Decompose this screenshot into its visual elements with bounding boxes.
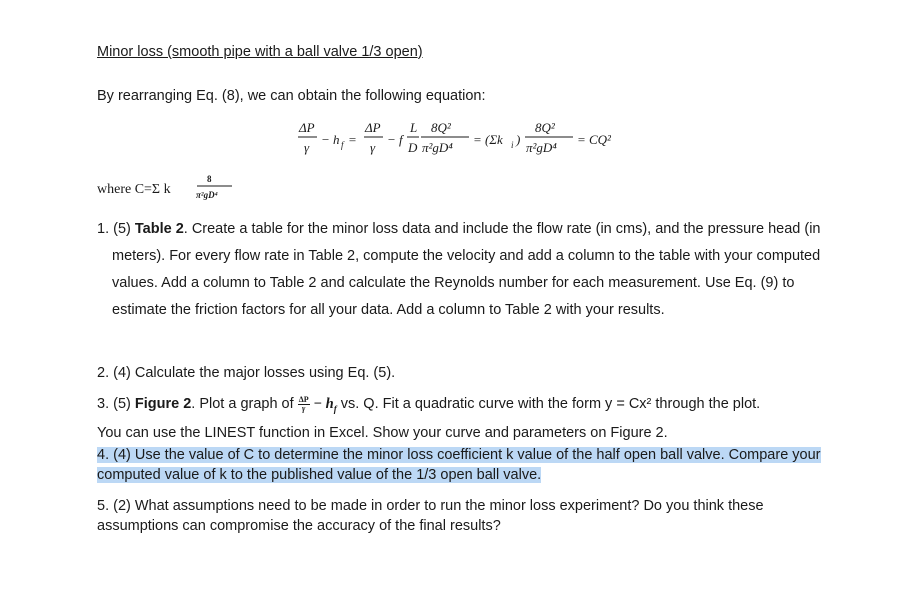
item-4-highlighted-text: 4. (4) Use the value of C to determine the minor loss coefficient k value of the half open ball valve. Compare your computed value of k to the published value of the 1/3 open ball valve. [97, 447, 821, 483]
where-num: 8 [207, 174, 212, 184]
minor-loss-equation [297, 118, 657, 170]
eq-equals-3: = [577, 132, 586, 147]
eq-pi2gd4-1: π²gD⁴ [422, 140, 453, 155]
item-1-bold: Table 2 [134, 221, 184, 237]
eq-L: L [410, 120, 418, 135]
item-3-frac-num: ΔP [298, 394, 309, 404]
section-title: Minor loss (smooth pipe with a ball valve 1/3 open) [97, 44, 423, 60]
eq-close-paren: ) [516, 132, 521, 147]
eq-cq2: CQ² [589, 132, 611, 147]
eq-dp-2: ΔP [365, 120, 381, 135]
item-1-num: 1. (5) [97, 221, 135, 237]
eq-f: f [399, 132, 403, 147]
eq-8q2-2: 8Q² [535, 120, 555, 135]
eq-hf-sub: f [341, 140, 344, 150]
eq-sum-k-sub: i [511, 140, 514, 150]
item-3-hf: − h [309, 396, 334, 412]
item-3-fraction [298, 396, 310, 413]
item-3 [97, 392, 837, 445]
eq-equals-2: = [473, 132, 482, 147]
item-1-text: . Create a table for the minor loss data and include the flow rate (in cms), and the pressure head (in meters). For every flow rate in Table 2, compute the velocity and add a column to the table with your computed values. Add a column to Table 2 and calculate the Reynolds number for each measurement. Use Eq. (9) to estimate the friction factors for all your data. Add a column to Table 2 with your results. [112, 221, 821, 318]
eq-equals-1: = [348, 132, 357, 147]
eq-gamma-1: γ [304, 140, 310, 155]
where-prefix: where C=Σ k [97, 182, 171, 197]
eq-gamma-2: γ [370, 140, 376, 155]
item-4 [97, 445, 837, 485]
item-5: 5. (2) What assumptions need to be made in order to run the minor loss experiment? Do you think these assumptions can compromise the accuracy of the final results? [97, 498, 764, 534]
item-3-b: vs. Q. Fit a quadratic curve with the form y = Cx² through the plot. [336, 396, 761, 412]
item-3-bold: Figure 2 [134, 396, 192, 412]
intro-text: By rearranging Eq. (8), we can obtain the following equation: [97, 88, 486, 104]
eq-sum-k: (Σk [485, 132, 503, 147]
item-2: 2. (4) Calculate the major losses using Eq. (5). [97, 365, 396, 381]
item-3-num: 3. (5) [97, 396, 135, 412]
eq-hf: h [333, 132, 340, 147]
eq-dp-1: ΔP [299, 120, 315, 135]
item-3-frac-den: γ [301, 403, 306, 413]
eq-pi2gd4-2: π²gD⁴ [526, 140, 557, 155]
eq-D: D [408, 140, 418, 155]
item-3-hf-sub: f [333, 403, 337, 414]
item-3-c: You can use the LINEST function in Excel. Show your curve and parameters on Figure 2. [97, 424, 668, 441]
eq-minus-1: − [321, 132, 330, 147]
where-den: π²gD⁴ [196, 190, 218, 200]
eq-8q2-1: 8Q² [431, 120, 451, 135]
item-3-a: . Plot a graph of [191, 396, 298, 412]
item-1 [97, 216, 837, 324]
eq-minus-2: − [387, 132, 396, 147]
